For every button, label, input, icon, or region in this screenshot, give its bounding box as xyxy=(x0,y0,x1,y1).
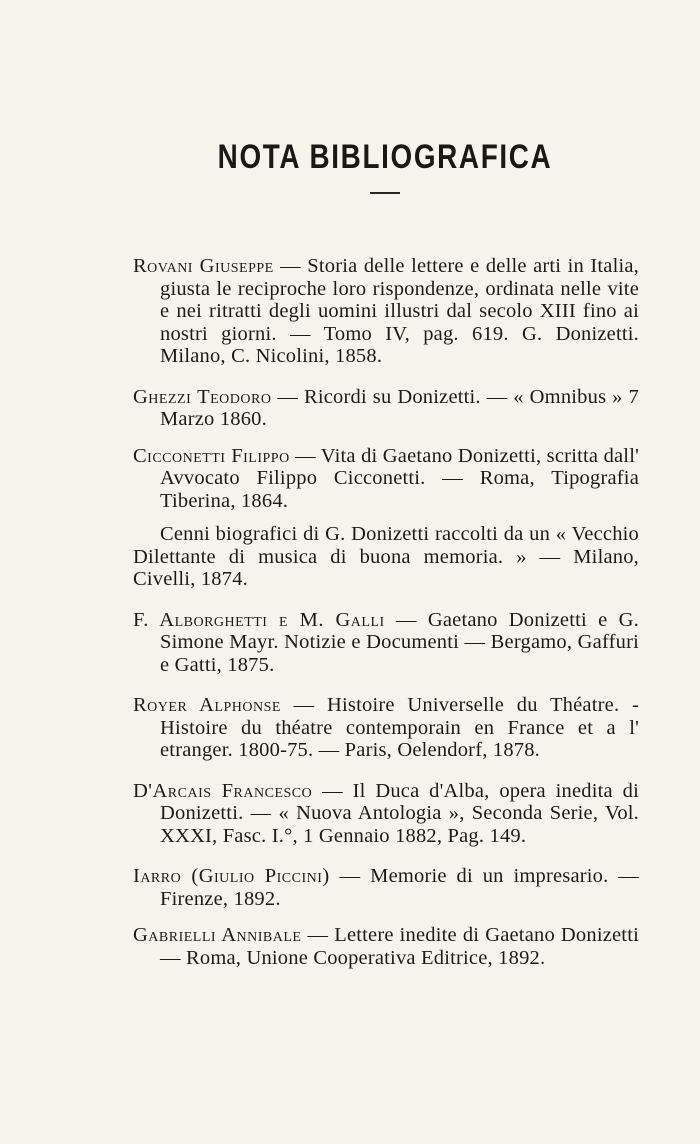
entry-text: — Storia delle lettere e delle arti in Italia, giusta le reciproche loro rispondenze, ordinata nelle vite e nei ritratti degli uomini illustri dal secolo XIII fino ai nostri giorni. — Tomo IV, pag. 619. G. Donizetti. Milano, C. Nicolini, 1858. xyxy=(160,255,639,367)
bibliography-entry xyxy=(133,609,639,677)
entry-text: — Memorie di un impresario. — Firenze, 1892. xyxy=(160,865,639,910)
entry-text: — Ricordi su Donizetti. — « Omnibus » 7 Marzo 1860. xyxy=(160,385,639,430)
entry-author: Iarro (Giulio Piccini) xyxy=(133,865,330,887)
bibliography-entry xyxy=(133,780,639,848)
bibliography-entry xyxy=(133,865,639,910)
entry-author: Rovani Giuseppe xyxy=(133,255,274,277)
entry-author: Cicconetti Filippo xyxy=(133,444,290,467)
entry-text: Cenni biografici di G. Donizetti raccolti da un « Vecchio Dilettante di musica di buona memoria. » — Milano, Civelli, 1874. xyxy=(133,523,639,590)
bibliography-entry xyxy=(133,386,639,431)
entry-text: — Vita di Gaetano Donizetti, scritta dall' Avvocato Filippo Cicconetti. — Roma, Tipografia Tiberina, 1864. xyxy=(160,444,639,512)
page-title: NOTA BIBLIOGRAFICA xyxy=(217,138,553,176)
entry-author: Gabrielli Annibale xyxy=(133,924,302,946)
bibliography-entry xyxy=(133,924,639,969)
bibliography-entry xyxy=(133,445,639,513)
entry-author: Ghezzi Teodoro xyxy=(133,385,272,408)
bibliography-entry xyxy=(133,523,639,591)
entry-author: D'Arcais Francesco xyxy=(133,779,313,802)
bibliography-entry xyxy=(133,255,639,368)
entry-author: F. Alborghetti e M. Galli xyxy=(133,608,385,631)
entry-text: — Il Duca d'Alba, opera inedita di Donizetti. — « Nuova Antologia », Seconda Serie, Vol. XXXI, Fasc. I.°, 1 Gennaio 1882, Pag. 149. xyxy=(160,779,640,847)
entry-author: Royer Alphonse xyxy=(133,694,281,716)
bibliography-list xyxy=(133,255,639,987)
title-divider xyxy=(370,192,400,194)
bibliography-entry xyxy=(133,694,639,762)
entry-text: — Histoire Universelle du Théatre. - Histoire du théatre contemporain en France et a l' etranger. 1800-75. — Paris, Oelendorf, 1878. xyxy=(160,694,639,761)
entry-text: — Gaetano Donizetti e G. Simone Mayr. Notizie e Documenti — Bergamo, Gaffuri e Gatti, 1875. xyxy=(160,608,639,676)
entry-text: — Lettere inedite di Gaetano Donizetti — Roma, Unione Cooperativa Editrice, 1892. xyxy=(160,924,639,969)
